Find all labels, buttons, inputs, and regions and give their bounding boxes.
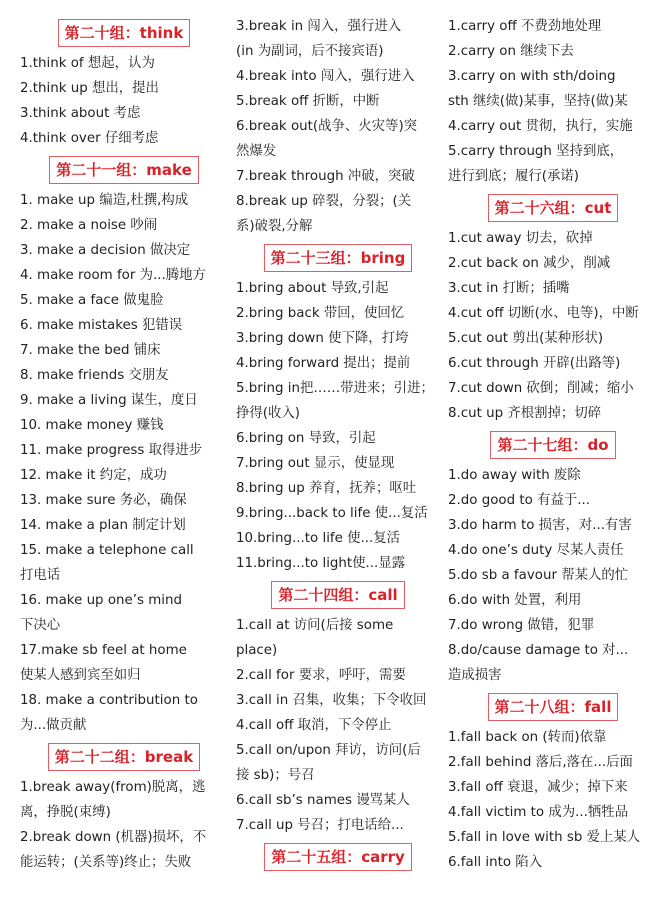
phrase-line: 2. make a noise 吵闹	[20, 218, 158, 233]
phrase-line: 8.break up 碎裂，分裂；(关	[236, 194, 412, 209]
group-header-wrap	[236, 838, 440, 875]
group-header-wrap	[236, 239, 440, 276]
group-header: 第二十六组：cut	[488, 194, 619, 222]
phrase-line: 5.bring in把……带进来；引进；	[236, 381, 434, 396]
phrase-line: 1.carry off 不费劲地处理	[448, 19, 602, 34]
phrase-line: 11.bring...to light使...显露	[236, 556, 406, 571]
phrase-line: 10.bring...to life 使...复活	[236, 531, 401, 546]
phrase-line: 2.carry on 继续下去	[448, 44, 574, 59]
phrase-line: 7.call up 号召；打电话给...	[236, 818, 404, 833]
group-header: 第二十八组：fall	[488, 693, 619, 721]
phrase-line: 然爆发	[236, 144, 277, 159]
phrase-line: 4.do one’s duty 尽某人责任	[448, 543, 624, 558]
phrase-line: 2.bring back 带回，使回忆	[236, 306, 405, 321]
phrase-line: 5.break off 折断，中断	[236, 94, 380, 109]
phrase-line: 为...做贡献	[20, 718, 87, 733]
phrase-line: 使某人感到宾至如归	[20, 668, 141, 683]
phrase-line: 4.call off 取消，下令停止	[236, 718, 392, 733]
phrase-line: 5. make a face 做鬼脸	[20, 293, 164, 308]
group-header: 第二十五组：carry	[264, 843, 412, 871]
phrase-line: 造成损害	[448, 668, 502, 683]
phrase-line: 1.bring about 导致,引起	[236, 281, 389, 296]
phrase-line: 3.carry on with sth/doing	[448, 69, 616, 84]
phrase-line: 离，挣脱(束缚)	[20, 805, 111, 820]
phrase-line: 7. make the bed 铺床	[20, 343, 161, 358]
phrase-line: 5.carry through 坚持到底，	[448, 144, 624, 159]
group-header: 第二十一组：make	[49, 156, 199, 184]
phrase-line: 4. make room for 为...腾地方	[20, 268, 206, 283]
phrase-line: 3. make a decision 做决定	[20, 243, 191, 258]
phrase-line: 6.bring on 导致，引起	[236, 431, 376, 446]
column-right	[448, 0, 658, 875]
phrase-line: 6.call sb’s names 谩骂某人	[236, 793, 410, 808]
phrase-line: 8.do/cause damage to 对...	[448, 643, 629, 658]
phrase-line: 4.cut off 切断(水、电等)，中断	[448, 306, 639, 321]
phrase-line: 17.make sb feel at home	[20, 643, 187, 658]
phrase-line: 1.do away with 废除	[448, 468, 581, 483]
group-header: 第二十二组：break	[48, 743, 200, 771]
phrase-line: 3.call in 召集，收集；下令收回	[236, 693, 427, 708]
phrase-line: 5.cut out 剪出(某种形状)	[448, 331, 604, 346]
phrase-line: 6. make mistakes 犯错误	[20, 318, 183, 333]
phrase-line: 15. make a telephone call	[20, 543, 194, 558]
column-middle	[236, 0, 440, 875]
phrase-line: 4.carry out 贯彻，执行，实施	[448, 119, 633, 134]
phrase-line: 18. make a contribution to	[20, 693, 198, 708]
phrase-line: 7.cut down 砍倒；削减；缩小	[448, 381, 634, 396]
phrase-line: 系)破裂,分解	[236, 219, 313, 234]
phrase-line: 1.fall back on (转而)依靠	[448, 730, 607, 745]
phrase-line: 接 sb)；号召	[236, 768, 315, 783]
group-header-wrap	[448, 189, 658, 226]
phrase-line: place)	[236, 643, 278, 658]
group-header-wrap	[236, 576, 440, 613]
phrase-line: 挣得(收入)	[236, 406, 301, 421]
phrase-line: 16. make up one’s mind	[20, 593, 182, 608]
phrase-line: 3.think about 考虑	[20, 106, 141, 121]
phrase-line: 12. make it 约定，成功	[20, 468, 167, 483]
phrase-line: 2.break down (机器)损坏，不	[20, 830, 207, 845]
phrase-line: 10. make money 赚钱	[20, 418, 164, 433]
phrase-line: 5.fall in love with sb 爱上某人	[448, 830, 641, 845]
phrase-line: 6.do with 处置，利用	[448, 593, 582, 608]
phrase-line: 1.call at 访问(后接 some	[236, 618, 394, 633]
phrase-line: 3.do harm to 损害，对...有害	[448, 518, 632, 533]
phrase-line: 9.bring...back to life 使...复活	[236, 506, 428, 521]
phrase-line: 2.fall behind 落后,落在...后面	[448, 755, 633, 770]
group-header: 第二十组：think	[58, 19, 191, 47]
group-header: 第二十三组：bring	[264, 244, 413, 272]
phrase-line: 7.bring out 显示，使显现	[236, 456, 395, 471]
phrase-line: 3.bring down 使下降，打垮	[236, 331, 409, 346]
phrase-line: 3.break in 闯入，强行进入	[236, 19, 402, 34]
phrase-line: 8.bring up 养育，抚养；呕吐	[236, 481, 417, 496]
group-header-wrap	[448, 688, 658, 725]
phrase-line: 能运转；(关系等)终止；失败	[20, 855, 192, 870]
phrase-line: 3.cut in 打断；插嘴	[448, 281, 570, 296]
phrase-line: 1.think of 想起，认为	[20, 56, 155, 71]
phrase-line: 14. make a plan 制定计划	[20, 518, 186, 533]
phrase-line: 6.fall into 陷入	[448, 855, 543, 870]
phrase-line: 1.cut away 切去，砍掉	[448, 231, 593, 246]
phrase-line: sth 继续(做)某事，坚持(做)某	[448, 94, 628, 109]
phrase-line: 5.call on/upon 拜访，访问(后	[236, 743, 421, 758]
phrase-line: 7.do wrong 做错，犯罪	[448, 618, 595, 633]
phrase-line: 4.fall victim to 成为...牺牲品	[448, 805, 629, 820]
phrase-line: 2.do good to 有益于...	[448, 493, 591, 508]
phrase-line: 4.break into 闯入，强行进入	[236, 69, 415, 84]
phrase-line: 4.bring forward 提出；提前	[236, 356, 411, 371]
phrase-line: 下决心	[20, 618, 61, 633]
phrase-line: 2.think up 想出，提出	[20, 81, 159, 96]
phrase-line: 6.cut through 开辟(出路等)	[448, 356, 621, 371]
group-header: 第二十七组：do	[490, 431, 615, 459]
group-header-wrap	[20, 151, 228, 188]
phrase-line: 9. make a living 谋生，度日	[20, 393, 198, 408]
group-header-wrap	[448, 426, 658, 463]
phrase-line: 4.think over 仔细考虑	[20, 131, 159, 146]
phrase-line: 5.do sb a favour 帮某人的忙	[448, 568, 629, 583]
phrase-line: 8.cut up 齐根割掉；切碎	[448, 406, 602, 421]
phrase-line: 3.fall off 衰退，减少；掉下来	[448, 780, 628, 795]
phrase-line: 2.cut back on 减少，削减	[448, 256, 611, 271]
phrase-line: 13. make sure 务必，确保	[20, 493, 187, 508]
phrase-line: 进行到底；履行(承诺)	[448, 169, 579, 184]
phrase-line: 11. make progress 取得进步	[20, 443, 203, 458]
phrase-line: 8. make friends 交朋友	[20, 368, 169, 383]
group-header-wrap	[20, 738, 228, 775]
phrase-line: (in 为副词，后不接宾语)	[236, 44, 384, 59]
group-header-wrap	[20, 14, 228, 51]
column-left	[20, 0, 228, 875]
phrase-line: 1. make up 编造,杜撰,构成	[20, 193, 189, 208]
phrase-line: 7.break through 冲破，突破	[236, 169, 415, 184]
phrase-line: 1.break away(from)脱离，逃	[20, 780, 206, 795]
phrase-line: 2.call for 要求，呼吁，需要	[236, 668, 406, 683]
phrase-line: 打电话	[20, 568, 61, 583]
group-header: 第二十四组：call	[271, 581, 404, 609]
phrase-line: 6.break out(战争、火灾等)突	[236, 119, 418, 134]
